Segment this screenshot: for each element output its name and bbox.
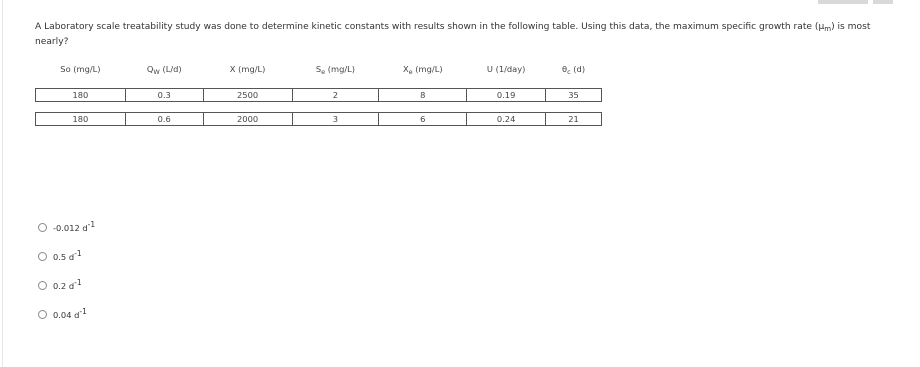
table-cell: 2500 — [203, 89, 292, 102]
table-header-row — [36, 62, 602, 78]
table-cell: 180 — [36, 113, 126, 126]
table-cell: 180 — [36, 89, 126, 102]
table-cell: 2 — [292, 89, 379, 102]
answer-option-label: 0.04 $d^{-1}$ — [53, 306, 87, 320]
mu-symbol: μ — [818, 22, 825, 32]
table-cell: 35 — [546, 89, 602, 102]
top-cropped-text-fragment-2 — [873, 0, 893, 4]
header-so: So (mg/L) — [60, 64, 101, 74]
radio-button-icon[interactable] — [38, 252, 47, 261]
answer-option-2[interactable] — [38, 249, 95, 264]
header-theta-c: $\theta_c$ (d) — [562, 64, 586, 76]
table-cell: 0.3 — [125, 89, 203, 102]
top-cropped-text-fragment — [818, 0, 868, 4]
left-border-line — [2, 0, 3, 367]
table-row — [36, 113, 602, 126]
header-x: X (mg/L) — [229, 64, 266, 74]
answer-option-3[interactable] — [38, 278, 95, 293]
answer-option-label: 0.2 $d^{-1}$ — [53, 277, 82, 291]
header-se: $S_e$ (mg/L) — [315, 64, 356, 76]
kinetics-data-table — [35, 62, 602, 126]
table-cell: 21 — [546, 113, 602, 126]
answer-options — [38, 220, 95, 336]
table-cell: 2000 — [203, 113, 292, 126]
table-cell: 0.24 — [467, 113, 546, 126]
table-cell: 8 — [379, 89, 467, 102]
header-xe: $X_e$ (mg/L) — [402, 64, 443, 76]
question-text — [35, 21, 897, 49]
header-u: U (1/day) — [486, 64, 526, 74]
table-cell: 0.19 — [467, 89, 546, 102]
answer-option-4[interactable] — [38, 307, 95, 322]
answer-option-label: 0.5 $d^{-1}$ — [53, 248, 82, 262]
mu-subscript: m — [824, 25, 832, 33]
table-cell: 3 — [292, 113, 379, 126]
question-text-after: ) is most nearly? — [35, 22, 871, 47]
table-cell: 0.6 — [125, 113, 203, 126]
table-cell: 6 — [379, 113, 467, 126]
table-row — [36, 89, 602, 102]
answer-option-1[interactable] — [38, 220, 95, 235]
answer-option-label: -0.012 $d^{-1}$ — [53, 219, 96, 233]
radio-button-icon[interactable] — [38, 310, 47, 319]
header-qw: $Q_W$ (L/d) — [146, 64, 182, 76]
radio-button-icon[interactable] — [38, 223, 47, 232]
question-text-before: A Laboratory scale treatability study was done to determine kinetic constants with results shown in the following table. Using this data, the maximum specific growth rate ( — [35, 22, 819, 32]
radio-button-icon[interactable] — [38, 281, 47, 290]
